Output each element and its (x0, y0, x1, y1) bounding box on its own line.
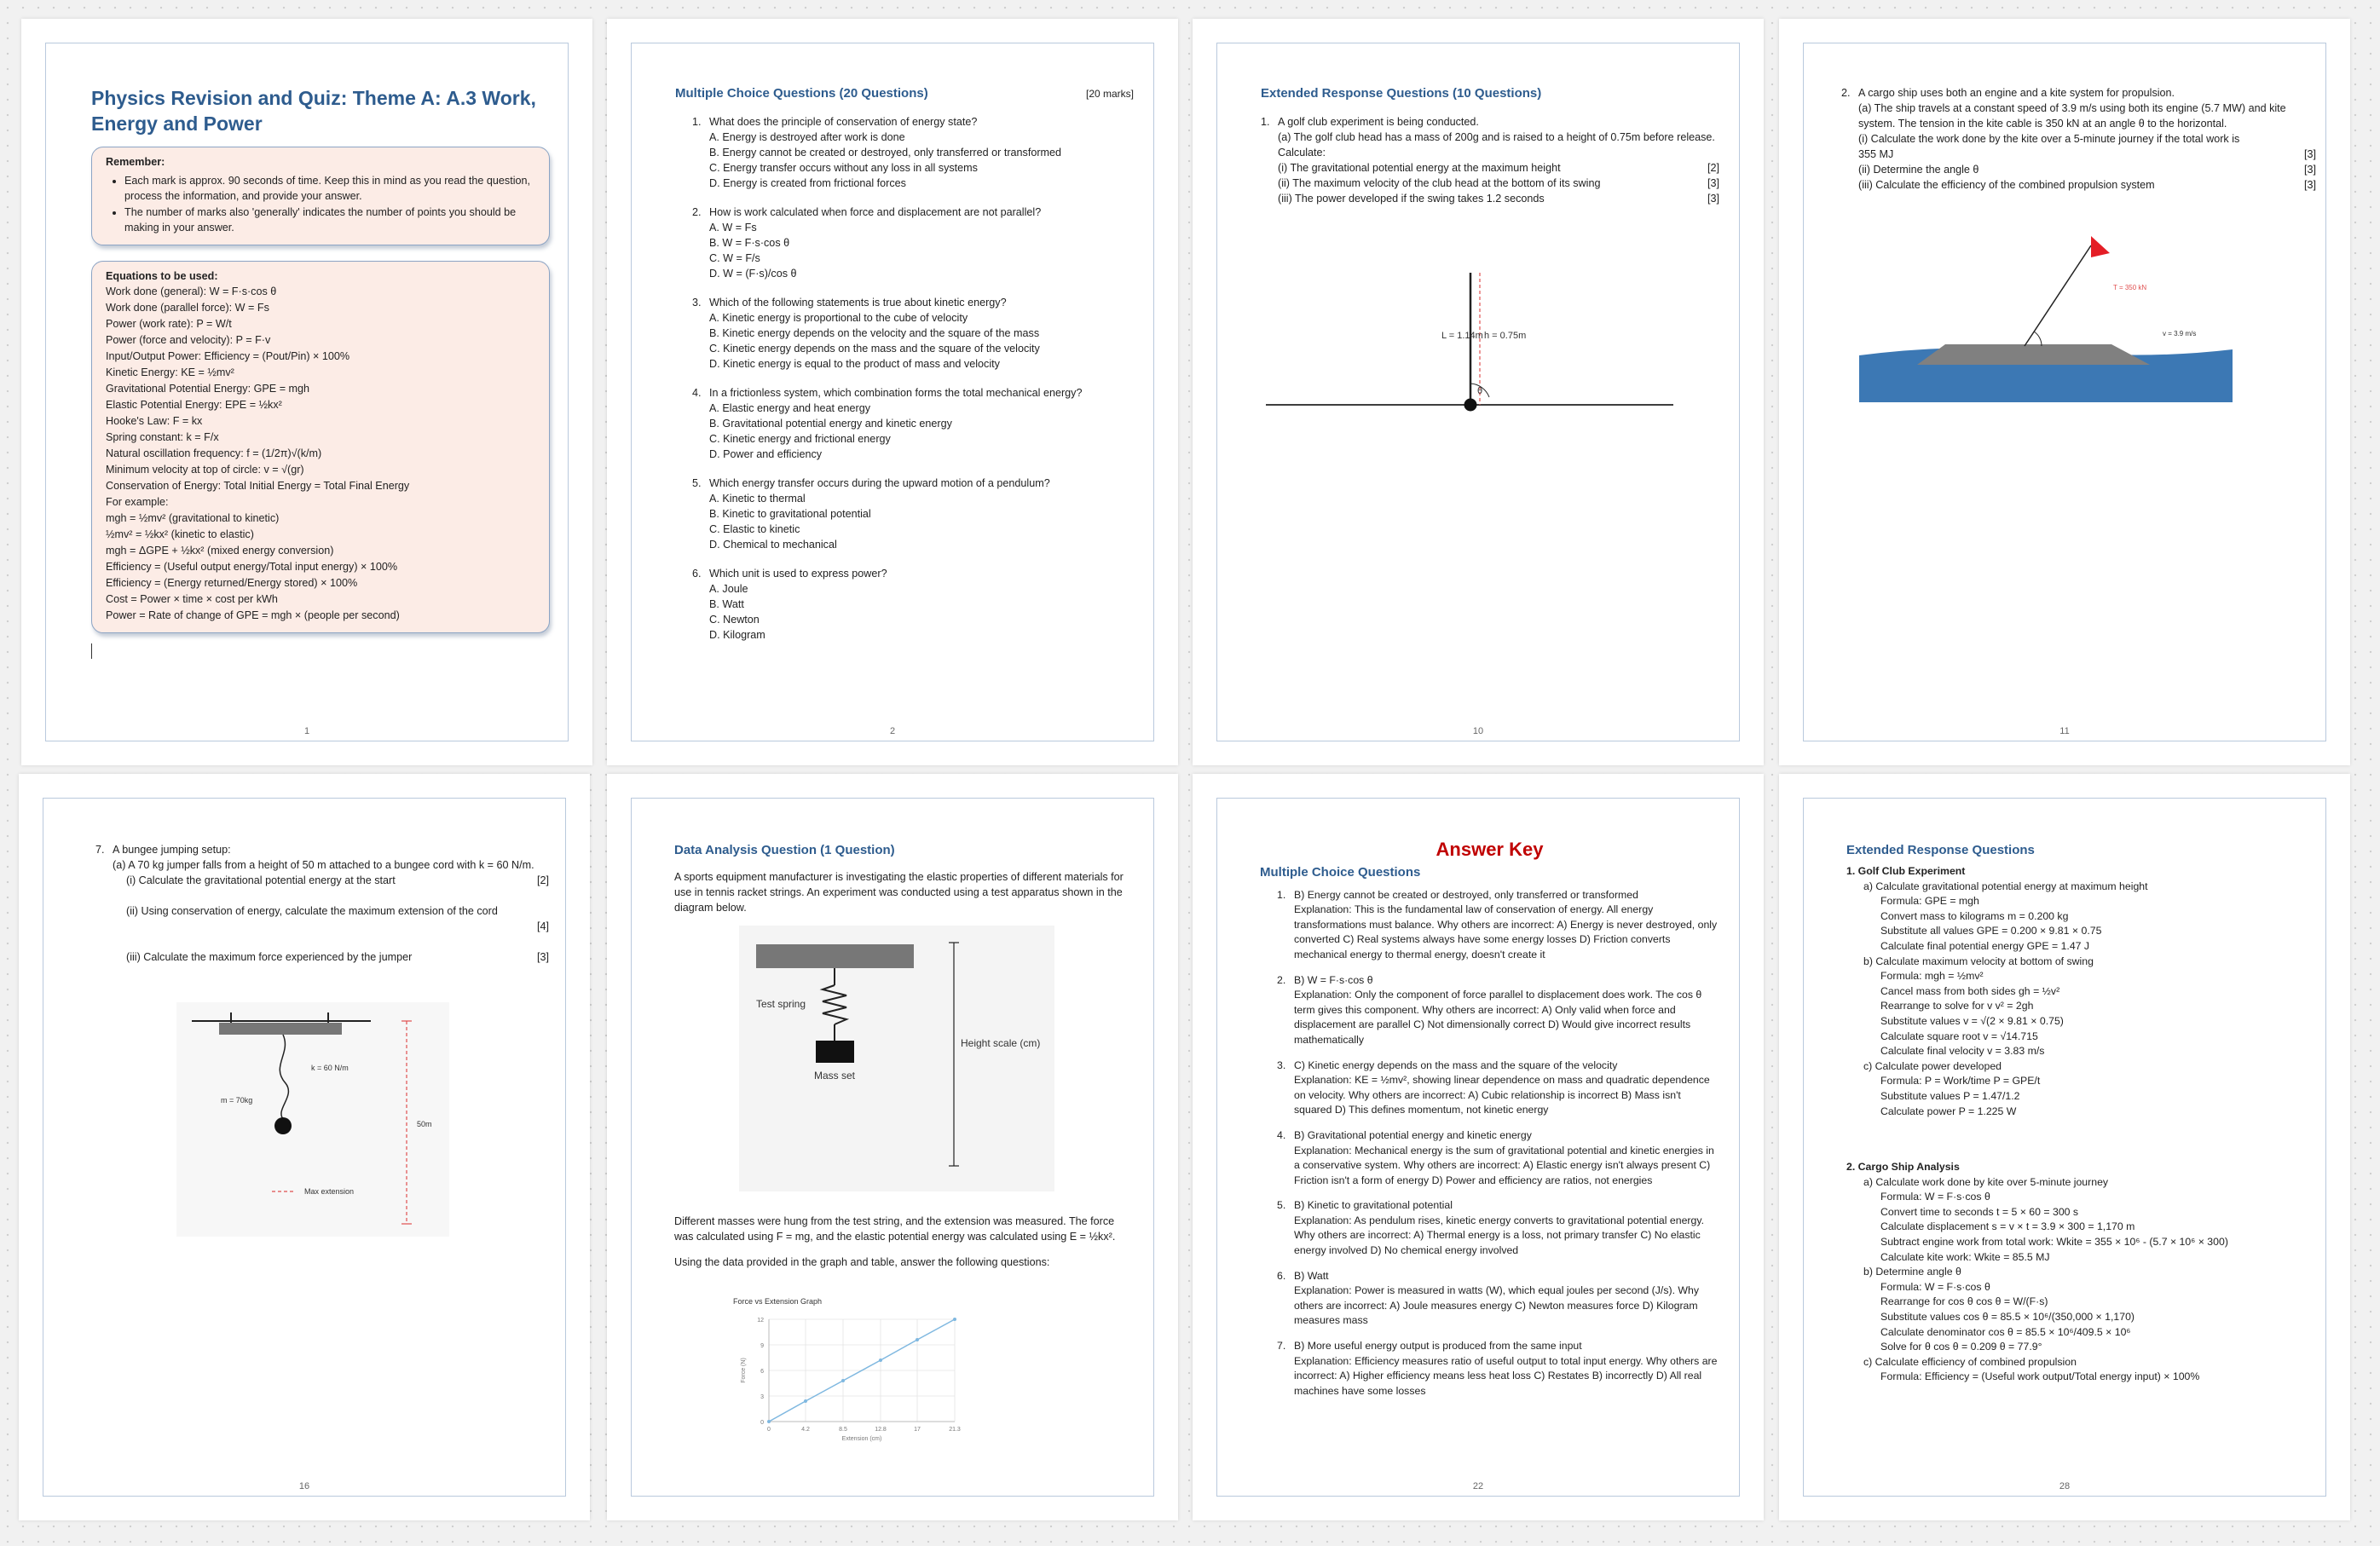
equation-line: Gravitational Potential Energy: GPE = mgh (106, 383, 310, 395)
scale-label: Height scale (cm) (961, 1037, 1041, 1049)
page-1 (21, 19, 592, 765)
answer-key-heading: Multiple Choice Questions (1260, 864, 1421, 880)
mcq-heading: Multiple Choice Questions (20 Questions) (675, 86, 928, 101)
data-analysis-heading: Data Analysis Question (1 Question) (674, 843, 895, 857)
answer-body (1294, 1128, 1719, 1188)
solution-step: Substitute all values GPE = 0.200 × 9.81 × 0.75 (1880, 925, 2102, 937)
solution-step: Calculate kite work: Wkite = 85.5 MJ (1880, 1250, 2050, 1263)
answer-explanation: Explanation: Only the component of force parallel to displacement does work. The cos θ term gives this component. Why others are incorrect: A) Only valid when force and displacement are parallel C) Not dimensionally correct D) Would give incorrect results mathematically (1294, 989, 1702, 1046)
mass-block (816, 1041, 854, 1063)
y-tick-label: 3 (760, 1394, 764, 1400)
answer-number: 3. (1277, 1059, 1286, 1071)
golf-club-solution (1846, 880, 2316, 1120)
force-extension-chart (726, 1294, 973, 1447)
equation-line: Natural oscillation frequency: f = (1/2π)√(k/m) (106, 447, 322, 459)
extended-heading: Extended Response Questions (10 Questions) (1261, 86, 1542, 101)
chart-title: Force vs Extension Graph (733, 1297, 823, 1306)
solution-step: Substitute values cos θ = 85.5 × 10⁶/(350,000 × 1,170) (1880, 1311, 2135, 1324)
equation-line: Input/Output Power: Efficiency = (Pout/Pin) × 100% (106, 350, 350, 362)
answer-option[interactable]: C. Energy transfer occurs without any loss in all systems (709, 162, 978, 174)
jumper (274, 1117, 292, 1134)
answer-option[interactable]: D. Power and efficiency (709, 448, 823, 460)
page-number: 22 (1472, 1481, 1484, 1491)
equation-line: Spring constant: k = F/x (106, 431, 219, 443)
answer-body (1294, 1059, 1719, 1118)
section-title: 1. Golf Club Experiment (1846, 865, 1966, 877)
mass-label: Mass set (814, 1070, 856, 1082)
page-10 (1193, 19, 1764, 765)
y-tick-label: 6 (760, 1369, 764, 1375)
x-tick-label: 21.3 (949, 1427, 961, 1433)
solution-step-heading: c) Calculate efficiency of combined propulsion (1863, 1355, 2077, 1368)
spring-coil (823, 985, 846, 1024)
question-number: 6. (692, 568, 702, 580)
question-stem: What does the principle of conservation of energy state? (709, 116, 978, 128)
section-title: 2. Cargo Ship Analysis (1846, 1161, 1960, 1174)
solution-step: Formula: mgh = ½mv² (1880, 970, 1984, 983)
answer-option[interactable]: C. Elastic to kinetic (709, 523, 800, 535)
answer-number: 7. (1277, 1340, 1286, 1353)
equation-line: Hooke's Law: F = kx (106, 415, 203, 427)
equation-line: Conservation of Energy: Total Initial Energy = Total Final Energy (106, 480, 410, 492)
k-label: k = 60 N/m (311, 1064, 349, 1072)
solution-step: Substitute values P = 1.47/1.2 (1880, 1089, 2020, 1102)
sub-question: (i) Calculate the work done by the kite over a 5-minute journey if the total work is 355 MJ [3] (1858, 133, 2316, 160)
question-part-a: (a) The golf club head has a mass of 200g and is raised to a height of 0.75m before release. (1278, 131, 1715, 143)
answer-explanation: Explanation: This is the fundamental law of conservation of energy. All energy transformations must balance. Why others are incorrect: A) Energy is never destroyed, only converted C) Real systems always have some energy losses D) Friction converts mechanical energy to thermal energy, doesn't create it (1294, 903, 1718, 960)
ship-hull (1917, 344, 2150, 365)
equation-line: Kinetic Energy: KE = ½mv² (106, 366, 234, 378)
answer-option[interactable]: D. Chemical to mechanical (709, 539, 837, 551)
answer-body (1294, 1269, 1719, 1329)
answer-option[interactable]: C. Newton (709, 614, 760, 626)
solution-step: Solve for θ cos θ = 0.209 θ = 77.9° (1880, 1341, 2042, 1353)
length-label: L = 1.14m (1441, 331, 1483, 341)
mcq-question (692, 205, 1134, 281)
solution-step: Formula: Efficiency = (Useful work output/Total energy input) × 100% (1880, 1370, 2200, 1383)
solution-step: Rearrange to solve for v v² = 2gh (1880, 1000, 2034, 1012)
data-point (953, 1318, 956, 1321)
x-tick-label: 4.2 (801, 1427, 810, 1433)
answer-number: 1. (1277, 888, 1286, 901)
support-beam (756, 944, 914, 968)
solution-step: Formula: W = F·s·cos θ (1880, 1191, 1990, 1203)
answer-item (1277, 1059, 1719, 1118)
remember-box (91, 147, 550, 245)
question-number: 4. (692, 387, 702, 399)
tension-label: T = 350 kN (2113, 284, 2147, 291)
question-stem-row (692, 476, 1134, 491)
question-stem: A golf club experiment is being conducted. (1278, 116, 1479, 128)
solution-step-heading: a) Calculate gravitational potential energy at maximum height (1863, 880, 2148, 892)
question-stem-row (692, 385, 1134, 401)
question-number: 1. (692, 116, 702, 128)
answer-item (1277, 1128, 1719, 1188)
answer-body (1294, 888, 1719, 963)
equations-heading: Equations to be used: (106, 270, 218, 282)
answers-extended-heading: Extended Response Questions (1846, 843, 2035, 857)
apparatus-diagram (739, 926, 1054, 1191)
x-tick-label: 8.5 (839, 1427, 847, 1433)
spring-label: Test spring (756, 998, 806, 1010)
question-stem-row (692, 295, 1134, 310)
answer-option[interactable]: A. Kinetic to thermal (709, 493, 806, 505)
extended-question-2 (1841, 85, 2316, 193)
answer-list (1260, 888, 1719, 1399)
sub-question: (ii) Determine the angle θ [3] (1858, 164, 2316, 176)
instruction-paragraph: Using the data provided in the graph and table, answer the following questions: (674, 1256, 1050, 1268)
calculate-label: Calculate: (1278, 147, 1326, 159)
page-number: 11 (2059, 726, 2070, 736)
answer-option[interactable]: C. W = F/s (709, 252, 760, 264)
remember-heading: Remember: (106, 156, 165, 168)
answer-explanation: Explanation: Mechanical energy is the sum of gravitational potential and kinetic energies in a conservative system. Why others are incorrect: A) Elastic energy isn't always present C) Friction isn't a form of energy D) Power and efficiency are ratios, not energies (1294, 1144, 1714, 1186)
bungee-cord (280, 1035, 288, 1119)
answer-explanation: Explanation: KE = ½mv², showing linear dependence on mass and quadratic dependence on velocity. Why others are incorrect: A) Cubic relationship is incorrect B) Mass isn't squared D) This defines momentum, not kinetic energy (1294, 1074, 1710, 1116)
answer-text: B) Kinetic to gravitational potential (1294, 1199, 1453, 1212)
remember-item: • The number of marks also 'generally' indicates the number of points you should be making in your answer. (124, 205, 537, 235)
solution-step: Substitute values v = √(2 × 9.81 × 0.75) (1880, 1014, 2064, 1027)
x-tick-label: 17 (914, 1427, 921, 1433)
answer-explanation: Explanation: As pendulum rises, kinetic energy converts to gravitational potential energy. Why others are incorrect: A) Thermal energy is a loss, not primary transfer C) No elastic energy involved D) No chemical energy involved (1294, 1214, 1704, 1257)
solution-step: Calculate denominator cos θ = 85.5 × 10⁶/409.5 × 10⁶ (1880, 1325, 2131, 1338)
extended-question-7 (95, 842, 549, 965)
solution-step: Convert time to seconds t = 5 × 60 = 300 s (1880, 1205, 2079, 1218)
solution-step-heading: b) Calculate maximum velocity at bottom of swing (1863, 955, 2094, 967)
y-tick-label: 9 (760, 1343, 764, 1349)
mcq-question (692, 476, 1134, 552)
question-stem: How is work calculated when force and displacement are not parallel? (709, 206, 1042, 218)
extended-question-1 (1261, 114, 1719, 206)
mcq-question (692, 295, 1134, 372)
answer-explanation: Explanation: Power is measured in watts (W), which equal joules per second (J/s). Why others are incorrect: A) Joule measures energy C) Newton measures force D) Kilogram measures mass (1294, 1284, 1699, 1327)
answer-number: 5. (1277, 1199, 1286, 1212)
equation-line: ½mv² = ½kx² (kinetic to elastic) (106, 528, 254, 540)
equation-line: Power (work rate): P = W/t (106, 318, 232, 330)
solution-step: Rearrange for cos θ cos θ = W/(F·s) (1880, 1295, 2048, 1308)
page-16 (19, 774, 590, 1520)
golf-club-diagram (1261, 249, 1687, 419)
equation-line: Elastic Potential Energy: EPE = ½kx² (106, 399, 282, 411)
data-point (916, 1338, 919, 1341)
text-cursor (91, 643, 92, 659)
question-number: 2. (692, 206, 702, 218)
solution-step: Calculate displacement s = v × t = 3.9 × 300 = 1,170 m (1880, 1220, 2135, 1233)
question-stem: In a frictionless system, which combination forms the total mechanical energy? (709, 387, 1083, 399)
x-tick-label: 12.8 (875, 1427, 887, 1433)
equation-line: Power = Rate of change of GPE = mgh × (people per second) (106, 609, 400, 621)
data-point (804, 1399, 807, 1403)
angle-arc (2034, 332, 2042, 346)
cargo-ship-diagram (1856, 232, 2248, 428)
question-stem-row (692, 114, 1134, 130)
data-point (767, 1420, 771, 1423)
solution-step: Convert mass to kilograms m = 0.200 kg (1880, 909, 2069, 922)
sub-question: (i) Calculate the gravitational potential energy at the start [2] (126, 874, 549, 886)
answer-option[interactable]: D. Kinetic energy is equal to the product of mass and velocity (709, 358, 1000, 370)
equation-line: Work done (parallel force): W = Fs (106, 302, 269, 314)
sub-question: (i) The gravitational potential energy at the maximum height [2] (1278, 162, 1719, 174)
question-number: 7. (95, 844, 105, 856)
page-number: 16 (298, 1481, 310, 1491)
height-label: h = 0.75m (1484, 331, 1527, 341)
question-stem: A bungee jumping setup: (113, 844, 231, 856)
page-number: 28 (2059, 1481, 2071, 1491)
kite-flag (2091, 236, 2110, 257)
solution-step-heading: b) Determine angle θ (1863, 1266, 1961, 1278)
remember-item: • Each mark is approx. 90 seconds of time. Keep this in mind as you read the question, process the information, and provide your answer. (124, 173, 537, 204)
solution-step: Calculate final potential energy GPE = 1.47 J (1880, 939, 2090, 952)
answer-option[interactable]: D. Kilogram (709, 629, 765, 641)
angle-label: θ (1477, 386, 1483, 396)
mass-label: m = 70kg (221, 1096, 253, 1105)
remember-list (124, 173, 537, 235)
answer-body (1294, 1339, 1719, 1399)
question-stem-row (692, 566, 1134, 581)
page-17 (607, 774, 1178, 1520)
answer-text: B) Energy cannot be created or destroyed, only transferred or transformed (1294, 888, 1638, 901)
answer-option[interactable]: B. Gravitational potential energy and kinetic energy (709, 418, 952, 430)
data-point (841, 1379, 845, 1382)
mcq-question (692, 385, 1134, 462)
solution-step: Calculate power P = 1.225 W (1880, 1105, 2017, 1117)
answer-item (1277, 1339, 1719, 1399)
answer-option[interactable]: B. Kinetic energy depends on the velocity and the square of the mass (709, 327, 1040, 339)
answer-option[interactable]: B. W = F·s·cos θ (709, 237, 790, 249)
answer-text: C) Kinetic energy depends on the mass and the square of the velocity (1294, 1059, 1618, 1071)
page-11 (1779, 19, 2350, 765)
question-part-a: (a) A 70 kg jumper falls from a height of 50 m attached to a bungee cord with k = 60 N/m. (113, 859, 534, 871)
equation-line: Efficiency = (Energy returned/Energy stored) × 100% (106, 577, 358, 589)
question-stem: Which unit is used to express power? (709, 568, 887, 580)
solution-step: Calculate square root v = √14.715 (1880, 1030, 2038, 1042)
question-number: 1. (1261, 116, 1270, 128)
x-tick-label: 0 (767, 1427, 771, 1433)
data-point (879, 1359, 882, 1362)
mcq-question (692, 566, 1134, 643)
page-number: 2 (889, 726, 896, 736)
sub-question: (ii) The maximum velocity of the club head at the bottom of its swing [3] (1278, 177, 1719, 189)
y-axis-label: Force (N) (741, 1358, 747, 1383)
answer-option[interactable]: A. Kinetic energy is proportional to the cube of velocity (709, 312, 968, 324)
equation-line: Work done (general): W = F·s·cos θ (106, 286, 277, 297)
question-stem-row (692, 205, 1134, 220)
answer-body (1294, 973, 1719, 1048)
answer-option[interactable]: D. W = (F·s)/cos θ (709, 268, 797, 280)
equation-line: Minimum velocity at top of circle: v = √(gr) (106, 464, 304, 476)
answer-explanation: Explanation: Efficiency measures ratio of useful output to total input energy. Why others are incorrect: A) Higher efficiency means less heat loss C) Restates B) incorrectly D) All real machines have some losses (1294, 1354, 1718, 1397)
y-tick-label: 0 (760, 1420, 764, 1426)
question-stem: A cargo ship uses both an engine and a kite system for propulsion. (1858, 87, 2175, 99)
sub-question: (iii) Calculate the maximum force experienced by the jumper [3] (126, 951, 549, 963)
kite-cable (2025, 245, 2091, 346)
solution-step: Formula: P = Work/time P = GPE/t (1880, 1075, 2041, 1087)
answer-option[interactable]: A. Joule (709, 583, 748, 595)
answer-key-title: Answer Key (1436, 839, 1544, 860)
mcq-question-list (675, 114, 1134, 643)
solution-step: Calculate final velocity v = 3.83 m/s (1880, 1045, 2045, 1058)
answer-number: 4. (1277, 1128, 1286, 1141)
question-part-a: (a) The ship travels at a constant speed of 3.9 m/s using both its engine (5.7 MW) and kite system. The tension in the kite cable is 350 kN at an angle θ to the horizontal. (1858, 102, 2286, 130)
sub-question: (iii) The power developed if the swing takes 1.2 seconds [3] (1278, 193, 1719, 205)
answer-option[interactable]: C. Kinetic energy depends on the mass and the square of the velocity (709, 343, 1040, 355)
solution-step: Formula: GPE = mgh (1880, 895, 1979, 908)
question-stem: Which energy transfer occurs during the upward motion of a pendulum? (709, 477, 1050, 489)
answer-option[interactable]: A. Energy is destroyed after work is done (709, 131, 905, 143)
equation-line: Cost = Power × time × cost per kWh (106, 593, 278, 605)
answer-item (1277, 888, 1719, 963)
mcq-question (692, 114, 1134, 191)
document-title: Physics Revision and Quiz: Theme A: A.3 Work, Energy and Power (91, 87, 536, 135)
intro-paragraph: A sports equipment manufacturer is investigating the elastic properties of different materials for use in tennis racket strings. An experiment was conducted using a test apparatus shown in the diagram below. (674, 871, 1124, 914)
page-22 (1193, 774, 1764, 1520)
answer-option[interactable]: B. Kinetic to gravitational potential (709, 508, 871, 520)
x-axis-label: Extension (cm) (841, 1436, 882, 1442)
answer-item (1277, 1269, 1719, 1329)
sub-question: (iii) Calculate the efficiency of the combined propulsion system [3] (1858, 179, 2316, 191)
equation-line: mgh = ΔGPE + ½kx² (mixed energy conversion) (106, 545, 334, 557)
answer-number: 2. (1277, 973, 1286, 986)
platform (219, 1023, 342, 1035)
cargo-ship-solution (1846, 1175, 2316, 1385)
page-number: 1 (303, 726, 310, 736)
bungee-diagram (176, 1002, 449, 1237)
velocity-label: v = 3.9 m/s (2163, 330, 2197, 337)
page-28 (1779, 774, 2350, 1520)
answer-text: B) Watt (1294, 1269, 1329, 1282)
page-number: 10 (1472, 726, 1484, 736)
solution-step: Subtract engine work from total work: Wkite = 355 × 10⁶ - (5.7 × 10⁶ × 300) (1880, 1236, 2228, 1249)
sub-question: (ii) Using conservation of energy, calculate the maximum extension of the cord [4] (126, 905, 549, 932)
answer-text: B) Gravitational potential energy and kinetic energy (1294, 1128, 1532, 1141)
legend-label: Max extension (304, 1187, 355, 1196)
solution-step-heading: a) Calculate work done by kite over 5-minute journey (1863, 1175, 2109, 1188)
answer-text: B) More useful energy output is produced from the same input (1294, 1340, 1582, 1353)
page-2 (607, 19, 1178, 765)
height-label: 50m (417, 1120, 432, 1128)
mcq-marks: [20 marks] (1085, 88, 1134, 100)
equations-list (106, 284, 537, 624)
answer-option[interactable]: A. Elastic energy and heat energy (709, 402, 871, 414)
solution-step: Cancel mass from both sides gh = ½v² (1880, 984, 2060, 997)
equation-line: mgh = ½mv² (gravitational to kinetic) (106, 512, 280, 524)
club-head (1464, 399, 1477, 412)
answer-text: B) W = F·s·cos θ (1294, 973, 1373, 986)
y-tick-label: 12 (757, 1318, 764, 1324)
answer-option[interactable]: B. Watt (709, 598, 744, 610)
equation-line: For example: (106, 496, 169, 508)
answer-option[interactable]: A. W = Fs (709, 222, 757, 234)
equation-line: Power (force and velocity): P = F·v (106, 334, 271, 346)
answer-option[interactable]: D. Energy is created from frictional forces (709, 177, 906, 189)
answer-option[interactable]: B. Energy cannot be created or destroyed, only transferred or transformed (709, 147, 1062, 159)
question-number: 2. (1841, 87, 1851, 99)
method-paragraph: Different masses were hung from the test string, and the extension was measured. The force was calculated using F = mg, and the elastic potential energy was calculated using E = ½kx². (674, 1215, 1116, 1243)
answer-option[interactable]: C. Kinetic energy and frictional energy (709, 433, 891, 445)
question-number: 3. (692, 297, 702, 309)
question-stem: Which of the following statements is true about kinetic energy? (709, 297, 1007, 309)
answer-body (1294, 1198, 1719, 1258)
equations-box (91, 261, 550, 633)
answer-item (1277, 973, 1719, 1048)
solution-step: Formula: W = F·s·cos θ (1880, 1280, 1990, 1293)
answer-number: 6. (1277, 1269, 1286, 1282)
answer-item (1277, 1198, 1719, 1258)
equation-line: Efficiency = (Useful output energy/Total input energy) × 100% (106, 561, 398, 573)
solution-step-heading: c) Calculate power developed (1863, 1059, 2002, 1072)
question-number: 5. (692, 477, 702, 489)
